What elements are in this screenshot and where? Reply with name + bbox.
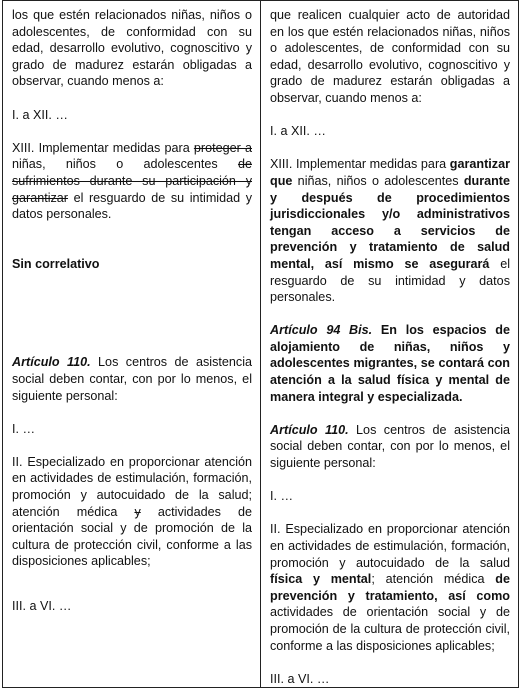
article-number: Artículo 110. <box>270 422 349 437</box>
added-text: durante y después de procedimientos jurisdiccionales y/o administrativos tengan acceso a servicios de prevención y tratamiento de salud mental, así mismo se asegurará <box>270 173 510 271</box>
added-text: En los espacios de alojamiento de niñas, niños y adolescentes migrantes, se contará con atención a la salud física y mental de manera integral y especializada. <box>270 323 510 404</box>
left-fraction-ii: II. Especializado en proporcionar atención en actividades de estimulación, formación, promoción y autocuidado de la salud; atención médica y actividades de orientación social y de promoción de la cultura de protección civil, conforme a las disposiciones aplicables; <box>12 454 252 569</box>
right-fraction-ii: II. Especializado en proporcionar atención en actividades de estimulación, formación, promoción y autocuidado de la salud física y mental; atención médica de prevención y tratamiento, así como actividades de orientación social y de promoción de la cultura de protección civil, conforme a las disposiciones aplicables; <box>270 522 510 653</box>
left-intro-paragraph: los que estén relacionados niñas, niños o adolescentes, de conformidad con su edad, desarrollo evolutivo, cognoscitivo y grado de madurez estarán obligadas a observar, cuando menos a: <box>12 8 252 89</box>
left-fraction-xiii: XIII. Implementar medidas para proteger a niñas, niños o adolescentes de sufrimientos durante su participación y garantizar el resguardo de su intimidad y datos personales. <box>12 140 252 222</box>
article-number: Artículo 94 Bis. <box>270 323 373 338</box>
added-text: física y mental <box>270 572 372 587</box>
left-fractions-i-xii: I. a XII. … <box>12 107 68 122</box>
deleted-text: y <box>134 504 141 519</box>
left-fraction-i: I. … <box>12 421 36 436</box>
no-correlative-heading: Sin correlativo <box>12 256 100 271</box>
comparison-table <box>2 0 519 688</box>
added-text: garantizar que <box>270 157 510 188</box>
added-text: de prevención y tratamiento, así como <box>270 572 510 603</box>
deleted-text: de sufrimientos durante su participación y garantizar <box>12 157 252 205</box>
table-row <box>3 1 519 688</box>
right-fractions-iii-vi: III. a VI. … <box>270 671 330 686</box>
right-article-110: Artículo 110. Los centros de asistencia social deben contar, con por lo menos, el siguiente personal: <box>270 422 511 471</box>
left-fractions-iii-vi: III. a VI. … <box>12 599 72 614</box>
right-fraction-xiii: XIII. Implementar medidas para garantizar que niñas, niños o adolescentes durante y después de procedimientos jurisdiccionales y/o administrativos tengan acceso a servicios de prevención y tratamiento de salud mental, así mismo se asegurará el resguardo de su intimidad y datos personales. <box>270 157 510 305</box>
deleted-text: proteger a <box>193 140 252 155</box>
right-intro-paragraph: que realicen cualquier acto de autoridad en los que estén relacionados niñas, niños o adolescentes, de conformidad con su edad, desarrollo evolutivo, cognoscitivo y grado de madurez estarán obligadas a observar, cuando menos a: <box>270 8 510 105</box>
proposed-text-column <box>261 1 519 688</box>
article-number: Artículo 110. <box>12 355 91 370</box>
right-article-94-bis <box>270 322 510 405</box>
right-fractions-i-xii: I. a XII. … <box>270 124 326 139</box>
right-fraction-i: I. … <box>270 489 294 504</box>
current-text-column <box>3 1 261 688</box>
left-article-110: Artículo 110. Los centros de asistencia social deben contar, con por lo menos, el siguiente personal: <box>12 355 253 403</box>
